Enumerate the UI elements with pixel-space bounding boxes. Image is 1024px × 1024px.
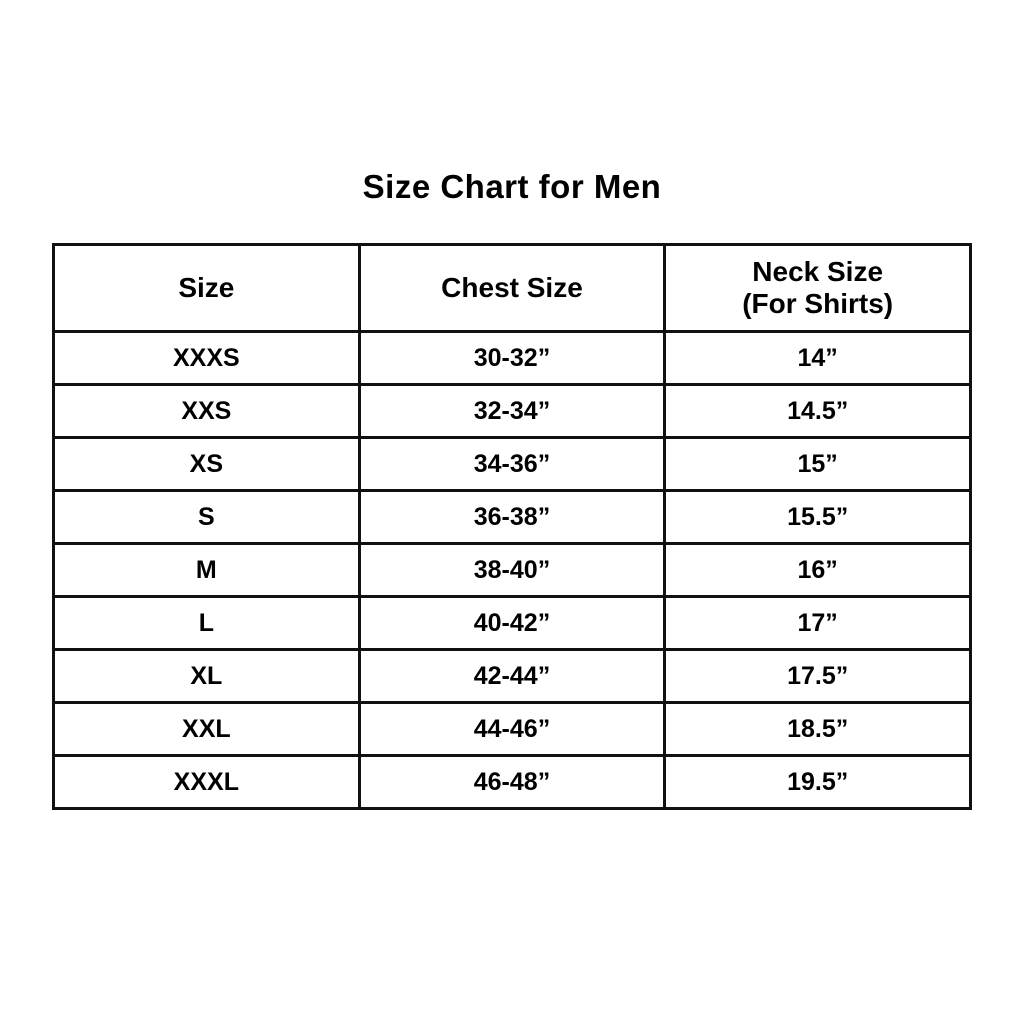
- table-row: [54, 756, 971, 809]
- cell-neck: 14”: [665, 332, 971, 385]
- cell-neck: 15”: [665, 438, 971, 491]
- cell-chest: 40-42”: [359, 597, 665, 650]
- cell-chest: 36-38”: [359, 491, 665, 544]
- header-chest-size: [359, 245, 665, 332]
- cell-size: XS: [54, 438, 360, 491]
- cell-chest: 42-44”: [359, 650, 665, 703]
- table-row: [54, 438, 971, 491]
- cell-size: M: [54, 544, 360, 597]
- header-neck-size-sublabel: (For Shirts): [742, 288, 894, 319]
- table-row: [54, 491, 971, 544]
- header-neck-size-label: Neck Size: [752, 255, 884, 287]
- cell-neck: 18.5”: [665, 703, 971, 756]
- cell-neck: 19.5”: [665, 756, 971, 809]
- cell-neck: 15.5”: [665, 491, 971, 544]
- cell-chest: 34-36”: [359, 438, 665, 491]
- cell-neck: 14.5”: [665, 385, 971, 438]
- table-header-row: [54, 245, 971, 332]
- header-size-label: Size: [178, 271, 235, 303]
- cell-chest: 30-32”: [359, 332, 665, 385]
- cell-chest: 32-34”: [359, 385, 665, 438]
- table-row: [54, 703, 971, 756]
- cell-neck: 17”: [665, 597, 971, 650]
- cell-size: S: [54, 491, 360, 544]
- cell-size: XXXS: [54, 332, 360, 385]
- cell-size: XXL: [54, 703, 360, 756]
- table-row: [54, 650, 971, 703]
- table-row: [54, 597, 971, 650]
- cell-size: XXXL: [54, 756, 360, 809]
- cell-neck: 16”: [665, 544, 971, 597]
- page-title: Size Chart for Men: [362, 168, 662, 205]
- header-neck-size: [665, 245, 971, 332]
- header-chest-size-label: Chest Size: [441, 271, 583, 303]
- cell-size: XXS: [54, 385, 360, 438]
- cell-size: L: [54, 597, 360, 650]
- table-row: [54, 385, 971, 438]
- size-chart-table: [52, 243, 972, 810]
- cell-chest: 46-48”: [359, 756, 665, 809]
- cell-chest: 38-40”: [359, 544, 665, 597]
- table-row: [54, 544, 971, 597]
- cell-chest: 44-46”: [359, 703, 665, 756]
- cell-neck: 17.5”: [665, 650, 971, 703]
- cell-size: XL: [54, 650, 360, 703]
- header-size: [54, 245, 360, 332]
- table-row: [54, 332, 971, 385]
